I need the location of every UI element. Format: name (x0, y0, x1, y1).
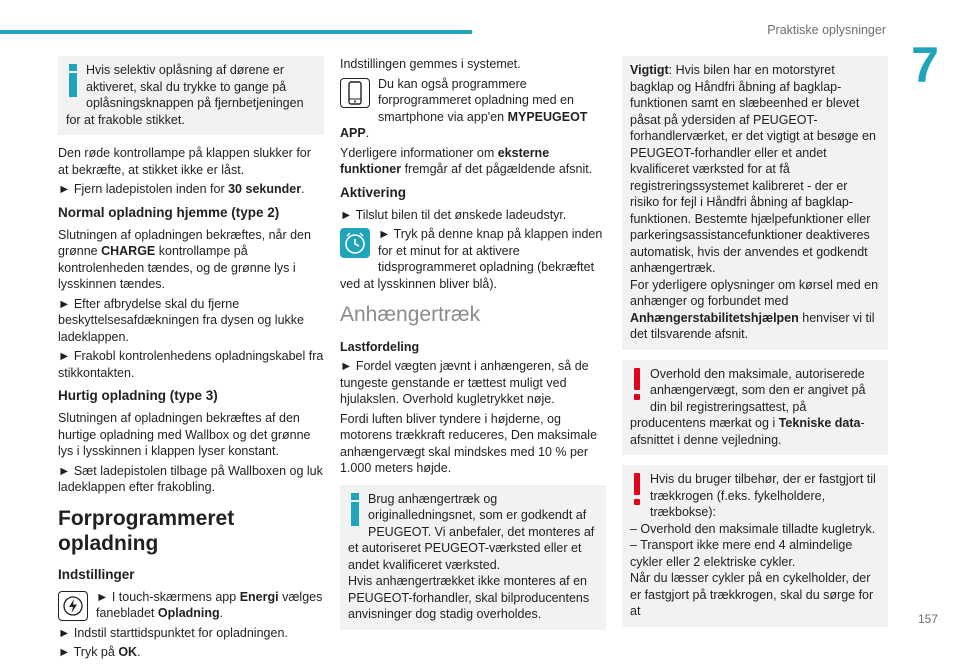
info-box (340, 485, 606, 630)
paragraph: ► Frakobl kontrolenhedens opladningskabel fra stikkontakten. (58, 349, 324, 380)
page-number: 157 (917, 612, 938, 626)
note-box (622, 56, 888, 350)
column-middle (340, 56, 606, 640)
warning-text: – Transport ikke mere end 4 almindelige cykler eller 2 elektriske cykler. (630, 538, 853, 569)
paragraph: Fordi luften bliver tyndere i højderne, og motorens trækkraft reduceres, Den maksimale anhængervægt skal mindskes med 10 % per 1.000 meters højde. (340, 411, 598, 475)
paragraph: ► Tryk på denne knap på klappen inden for et minut for at aktivere tidsprogrammeret opladning (bekræftet ved at lysskinnen bliver blå). (340, 227, 603, 291)
header-accent-bar (0, 30, 472, 34)
subheading: Lastfordeling (340, 340, 420, 354)
subheading: Indstillinger (58, 566, 135, 582)
paragraph: Den røde kontrollampe på klappen slukker for at bekræfte, at stikket ikke er låst. (58, 146, 311, 177)
section-title: Praktiske oplysninger (767, 23, 886, 37)
warning-text: Hvis du bruger tilbehør, der er fastgjort til trækkrogen (f.eks. fykelholdere, trækbokse): (650, 472, 876, 519)
warning-text: Overhold den maksimale, autoriserede anhængervægt, som den er angivet på din bil registreringsattest, på producentens mærkat og i Tekniske data-afsnittet i denne vejledning. (630, 366, 866, 447)
paragraph: ► I touch-skærmens app Energi vælges fanebladet Opladning. (96, 589, 323, 620)
paragraph: Slutningen af opladningen bekræftes, når den grønne CHARGE kontrollampe på kontrolenheden tændes, og de grønne lys i lysskinnen tændes. (58, 227, 311, 291)
subheading: Aktivering (340, 184, 407, 200)
paragraph: ► Tryk på OK. (58, 645, 141, 659)
warning-icon (630, 368, 644, 402)
paragraph: ► Tilslut bilen til det ønskede ladeudstyr. (340, 207, 567, 222)
section-heading: Anhængertræk (340, 303, 481, 326)
warning-icon (630, 473, 644, 507)
paragraph: ► Sæt ladepistolen tilbage på Wallboxen og luk ladeklappen efter frakobling. (58, 463, 323, 494)
subheading: Hurtig opladning (type 3) (58, 388, 218, 403)
info-icon (348, 493, 362, 527)
paragraph: Slutningen af opladningen bekræftes af den hurtige opladning med Wallbox og det grønne lys i lysskinnen i klappen lyser konstant. (58, 411, 311, 458)
warning-box (622, 465, 888, 627)
timer-button-icon (340, 228, 370, 258)
column-right (622, 56, 888, 637)
warning-box (622, 360, 888, 456)
info-text: Hvis anhængertrækket ikke monteres af en PEUGEOT-forhandler, skal bilproducentens anvisninger dog stadig overholdes. (348, 574, 590, 621)
note-text: For yderligere oplysninger om kørsel med en anhænger og forbundet med Anhængerstabilitetshjælpen henviser vi til det tilsvarende afsnit. (630, 277, 879, 341)
info-text: Brug anhængertræk og originalledningsnet, som er godkendt af PEUGEOT. Vi anbefaler, det monteres af et autoriseret PEUGEOT-værksted eller et andet kvalificeret værksted. (348, 491, 595, 572)
paragraph: ► Fordel vægten jævnt i anhængeren, så de tungeste genstande er tættest muligt ved hjulakslen. Overhold kugletrykket nøje. (340, 359, 589, 406)
paragraph: ► Indstil starttidspunktet for opladningen. (58, 625, 288, 640)
section-heading: Forprogrammeret opladning (58, 506, 235, 555)
info-icon (66, 64, 80, 98)
subheading: Normal opladning hjemme (type 2) (58, 204, 280, 220)
chapter-number: 7 (911, 37, 939, 93)
paragraph: Du kan også programmere forprogrammeret opladning med en smartphone via app'en MYPEUGEOT APP. (340, 76, 588, 140)
info-text: Hvis selektiv oplåsning af dørene er aktiveret, skal du trykke to gange på oplåsningsknappen på fjernbetjeningen for at frakoble stikket. (66, 63, 304, 127)
warning-text: – Overhold den maksimale tilladte kugletryk. (630, 521, 876, 536)
smartphone-icon (340, 78, 370, 108)
paragraph: Yderligere informationer om eksterne funktioner fremgår af det pågældende afsnit. (340, 145, 593, 176)
note-text: Vigtigt: Hvis bilen har en motorstyret bagklap og Håndfri åbning af bagklap-funktionen samt en slæbeenhed er blevet påsat på ydersiden af PEUGEOT-forhandlerværket, er det vigtigt at besøge en PEUGEOT-forhandler eller et andet kvalificeret værksted for at få registreringssystemet kalibreret - der er risiko for fejl i Håndfri åbning af bagklap-funktionen. Bestemte hjælpefunktioner eller parkeringsassistancefunktioner deaktiveres automatisk, hvis der anvendes et godkendt anhængertræk. (630, 63, 876, 275)
energy-icon (58, 591, 88, 621)
column-left (58, 56, 324, 664)
paragraph: ► Efter afbrydelse skal du fjerne beskyttelsesafdækningen fra dysen og lukke ladeklappen. (58, 296, 304, 344)
paragraph: ► Fjern ladepistolen inden for 30 sekunder. (58, 182, 305, 196)
warning-text: Når du læsser cykler på en cykelholder, der er fastgjort på trækkrogen, skal du sørge for at (630, 571, 874, 618)
paragraph: Indstillingen gemmes i systemet. (340, 57, 521, 71)
info-box (58, 56, 324, 135)
